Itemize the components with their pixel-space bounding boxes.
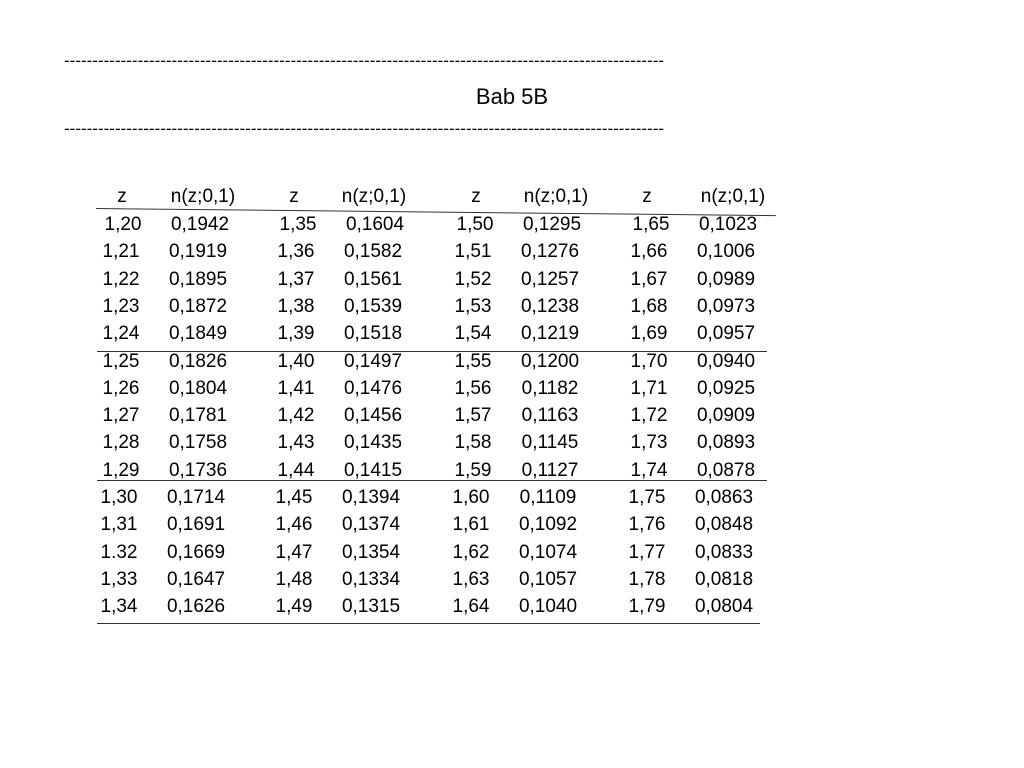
top-dashed-divider: ---------------------------------------------------------------------------------------------------------- [64,51,665,70]
table-cell: 1,52 [454,268,492,290]
table-cell: 0,0893 [696,432,756,454]
table-cell: 0,1415 [343,459,403,481]
table-cell: 1,41 [277,377,315,399]
table-cell: 0,1497 [343,350,403,372]
table-cell: 1.32 [100,541,138,563]
table-cell: 0,1394 [341,487,401,508]
table-cell: 1,60 [452,487,490,508]
table-cell: 0,1691 [166,514,226,536]
table-cell: 0,1200 [520,350,580,372]
table-cell: 1,33 [100,568,138,590]
column-header-density-3: n(z;0,1) [523,186,589,207]
table-cell: 1,49 [275,596,313,618]
table-cell: 1,36 [277,241,315,263]
table-cell: 1,51 [454,241,492,263]
table-cell: 1,71 [630,377,668,399]
table-cell: 1,43 [277,432,315,454]
table-cell: 1,68 [630,295,668,317]
table-cell: 0,1040 [518,596,578,618]
table-cell: 0,1647 [166,568,226,590]
table-cell: 0,1182 [521,377,579,399]
table-bottom-rule [97,623,760,624]
table-cell: 1,50 [456,214,494,235]
table-cell: 1,69 [630,323,668,345]
table-cell: 0,1518 [343,323,403,345]
table-cell: 0,1539 [343,295,403,317]
table-cell: 0,0909 [696,405,756,427]
table-cell: 1,76 [628,514,666,536]
table-cell: 0,1582 [343,241,403,263]
table-cell: 1,72 [630,405,668,427]
table-cell: 0,1604 [345,214,405,235]
table-cell: 1,38 [277,295,315,317]
table-cell: 1,45 [275,487,313,508]
table-cell: 0,1238 [520,295,580,317]
table-cell: 1,46 [275,514,313,536]
table-cell: 1,64 [452,596,490,618]
table-cell: 1,77 [628,541,666,563]
column-header-z-3: z [471,186,481,207]
column-header-density-4: n(z;0,1) [700,186,766,207]
table-cell: 0,1456 [343,405,403,427]
table-cell: 1,42 [277,405,315,427]
table-cell: 0,0973 [696,295,756,317]
table-cell: 1,34 [100,596,138,618]
table-cell: 0,1295 [522,214,582,235]
table-cell: 1,73 [630,432,668,454]
table-cell: 1,24 [102,323,140,345]
table-cell: 0,0804 [694,596,754,618]
table-cell: 0,1334 [341,568,401,590]
table-cell: 1,22 [102,268,140,290]
table-cell: 0,1023 [698,214,758,235]
table-cell: 0,1057 [518,568,578,590]
table-cell: 0,1919 [168,241,228,263]
table-cell: 0,1826 [168,350,228,372]
table-cell: 0,1219 [520,323,580,345]
table-cell: 0,1374 [341,514,401,536]
table-cell: 0,1145 [521,432,579,454]
table-cell: 0,0989 [696,268,756,290]
table-cell: 1,39 [277,323,315,345]
column-header-z-1: z [117,186,127,207]
table-cell: 1,66 [630,241,668,263]
table-cell: 1,59 [454,459,492,481]
column-header-z-2: z [289,186,299,207]
table-cell: 1,79 [628,596,666,618]
table-cell: 1,63 [452,568,490,590]
group-separator-1 [97,351,767,352]
table-cell: 1,61 [452,514,490,536]
table-cell: 0,1561 [343,268,403,290]
table-cell: 0,1942 [170,214,230,235]
table-cell: 1,44 [277,459,315,481]
column-header-density-1: n(z;0,1) [170,186,236,207]
table-cell: 1,78 [628,568,666,590]
table-cell: 0,1781 [168,405,228,427]
column-header-density-2: n(z;0,1) [341,186,407,207]
table-cell: 0,1354 [341,541,401,563]
table-cell: 0,0833 [694,541,754,563]
table-cell: 1,20 [104,214,142,235]
table-cell: 1,58 [454,432,492,454]
table-cell: 0,0940 [696,350,756,372]
table-cell: 1,62 [452,541,490,563]
table-cell: 1,35 [279,214,317,235]
table-cell: 1,23 [102,295,140,317]
table-cell: 1,29 [102,459,140,481]
table-cell: 0,0925 [696,377,756,399]
table-cell: 1,57 [454,405,492,427]
table-cell: 1,67 [630,268,668,290]
table-cell: 1,31 [100,514,138,536]
table-cell: 0,1872 [168,295,228,317]
table-cell: 1,30 [100,487,138,508]
table-cell: 1,37 [277,268,315,290]
table-cell: 0,1714 [166,487,226,508]
table-cell: 0,1006 [696,241,756,263]
table-cell: 0,1127 [521,459,579,481]
table-cell: 1,25 [102,350,140,372]
table-cell: 0,0957 [696,323,756,345]
table-cell: 1,21 [102,241,140,263]
table-cell: 0,1074 [518,541,578,563]
table-cell: 1,47 [275,541,313,563]
table-cell: 0,1804 [168,377,228,399]
table-cell: 0,1669 [166,541,226,563]
table-cell: 0,1109 [519,487,577,508]
table-cell: 0,0818 [694,568,754,590]
table-cell: 0,1476 [343,377,403,399]
table-cell: 0,1626 [166,596,226,618]
table-cell: 1,65 [632,214,670,235]
bottom-dashed-divider: ---------------------------------------------------------------------------------------------------------- [64,119,665,138]
table-cell: 1,54 [454,323,492,345]
table-cell: 0,1895 [168,268,228,290]
table-cell: 1,56 [454,377,492,399]
table-cell: 0,1758 [168,432,228,454]
table-cell: 1,28 [102,432,140,454]
table-cell: 0,1163 [521,405,579,427]
table-cell: 0,1315 [341,596,401,618]
table-cell: 1,70 [630,350,668,372]
table-cell: 1,26 [102,377,140,399]
table-cell: 0,1435 [343,432,403,454]
table-cell: 1,53 [454,295,492,317]
table-cell: 1,48 [275,568,313,590]
table-cell: 1,75 [628,487,666,508]
table-cell: 0,0848 [694,514,754,536]
table-cell: 0,1257 [520,268,580,290]
column-header-z-4: z [642,186,652,207]
table-cell: 0,0863 [694,487,754,508]
table-cell: 0,1849 [168,323,228,345]
table-cell: 1,40 [277,350,315,372]
page-title: Bab 5B [475,84,549,109]
table-cell: 0,1276 [520,241,580,263]
group-separator-2 [97,480,767,481]
table-cell: 0,1092 [518,514,578,536]
table-cell: 1,74 [630,459,668,481]
table-cell: 0,0878 [696,459,756,481]
table-cell: 1,55 [454,350,492,372]
table-cell: 0,1736 [168,459,228,481]
table-cell: 1,27 [102,405,140,427]
